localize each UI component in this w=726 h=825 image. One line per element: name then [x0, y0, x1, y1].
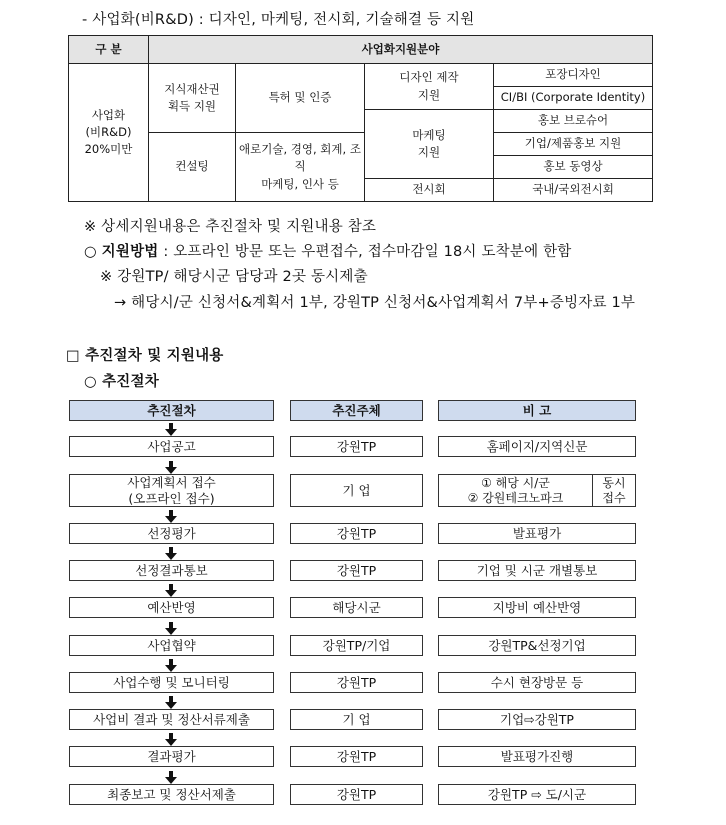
detail-note: ※ 상세지원내용은 추진절차 및 지원내용 참조	[84, 219, 377, 235]
product-promo-cell: 기업/제품홍보 지원	[494, 133, 653, 156]
flow-step: 사업비 결과 및 정산서류제출	[69, 709, 274, 730]
exhibition-cell: 전시회	[365, 179, 494, 202]
arrow-tip	[165, 739, 177, 746]
flow-step: 사업협약	[69, 635, 274, 656]
submit-note: ※ 강원TP/ 해당시군 담당과 2곳 동시제출	[100, 269, 368, 285]
header-field: 사업화지원분야	[149, 36, 653, 64]
header-category: 구 분	[69, 36, 149, 64]
method-label: 지원방법	[101, 244, 159, 260]
flow-actor: 기 업	[290, 709, 423, 730]
flow-header-step: 추진절차	[69, 400, 274, 421]
arrow-tip	[165, 467, 177, 474]
support-table	[68, 35, 653, 202]
flow-step: 선정결과통보	[69, 560, 274, 581]
down-arrow-icon	[165, 461, 177, 474]
method-text: : 오프라인 방문 또는 우편접수, 접수마감일 18시 도착분에 한함	[163, 244, 572, 260]
flow-remark-right: 동시 접수	[602, 476, 626, 505]
packaging-design-cell: 포장디자인	[494, 64, 653, 87]
brochure-cell: 홍보 브로슈어	[494, 110, 653, 133]
arrow-tip	[165, 516, 177, 523]
arrow-tip	[165, 590, 177, 597]
design-group-cell: 디자인 제작 지원	[365, 64, 494, 110]
flow-actor: 강원TP	[290, 523, 423, 544]
consulting-desc-cell: 애로기술, 경영, 회계, 조직 마케팅, 인사 등	[236, 133, 365, 202]
flow-remark-left: ① 해당 시/군 ② 강원테크노파크	[439, 475, 593, 506]
flow-remark: 수시 현장방문 등	[438, 672, 636, 693]
down-arrow-icon	[165, 733, 177, 746]
down-arrow-icon	[165, 584, 177, 597]
arrow-tip	[165, 553, 177, 560]
flow-step: 선정평가	[69, 523, 274, 544]
down-arrow-icon	[165, 659, 177, 672]
flow-actor: 강원TP	[290, 784, 423, 805]
flow-remark: 지방비 예산반영	[438, 597, 636, 618]
flow-actor: 강원TP	[290, 672, 423, 693]
exhibitions-cell: 국내/국외전시회	[494, 179, 653, 202]
flow-step: 결과평가	[69, 746, 274, 767]
flow-actor: 강원TP	[290, 746, 423, 767]
flow-actor: 강원TP	[290, 560, 423, 581]
flow-remark: 홈페이지/지역신문	[438, 436, 636, 457]
arrow-tip	[165, 777, 177, 784]
down-arrow-icon	[165, 423, 177, 436]
down-arrow-icon	[165, 622, 177, 635]
down-arrow-icon	[165, 696, 177, 709]
flow-remark: 기업⇨강원TP	[438, 709, 636, 730]
flow-remark: 발표평가	[438, 523, 636, 544]
flow-step: 사업공고	[69, 436, 274, 457]
patent-cell: 특허 및 인증	[236, 64, 365, 133]
flow-header-actor: 추진주체	[290, 400, 423, 421]
flow-remark: 기업 및 시군 개별통보	[438, 560, 636, 581]
flow-step: 사업계획서 접수 (오프라인 접수)	[69, 474, 274, 507]
marketing-group-cell: 마케팅 지원	[365, 110, 494, 179]
arrow-tip	[165, 702, 177, 709]
intro-line: - 사업화(비R&D) : 디자인, 마케팅, 전시회, 기술해결 등 지원	[82, 12, 475, 28]
down-arrow-icon	[165, 510, 177, 523]
submit-detail: → 해당시/군 신청서&계획서 1부, 강원TP 신청서&사업계획서 7부+증빙자료 1부	[114, 295, 636, 311]
arrow-tip	[165, 665, 177, 672]
flow-step: 사업수행 및 모니터링	[69, 672, 274, 693]
flow-step: 최종보고 및 정산서제출	[69, 784, 274, 805]
arrow-tip	[165, 429, 177, 436]
flow-actor: 해당시군	[290, 597, 423, 618]
flow-header-remark: 비 고	[438, 400, 636, 421]
consulting-cell: 컨설팅	[149, 133, 236, 202]
arrow-tip	[165, 628, 177, 635]
flow-remark: 강원TP ⇨ 도/시군	[438, 784, 636, 805]
flow-actor: 강원TP/기업	[290, 635, 423, 656]
method-line	[84, 240, 572, 261]
ip-support-cell: 지식재산권 획득 지원	[149, 64, 236, 133]
flow-step: 예산반영	[69, 597, 274, 618]
promo-video-cell: 홍보 동영상	[494, 156, 653, 179]
method-bullet: ○	[84, 244, 97, 260]
ci-bi-cell: CI/BI (Corporate Identity)	[494, 87, 653, 110]
flow-actor: 기 업	[290, 474, 423, 507]
flow-actor: 강원TP	[290, 436, 423, 457]
down-arrow-icon	[165, 771, 177, 784]
section-subtitle: ○ 추진절차	[84, 374, 159, 390]
row-label: 사업화 (비R&D) 20%미만	[69, 64, 149, 202]
section-title: □ 추진절차 및 지원내용	[66, 348, 224, 364]
down-arrow-icon	[165, 547, 177, 560]
flow-remark: 강원TP&선정기업	[438, 635, 636, 656]
flow-remark-split	[438, 474, 636, 507]
flow-remark: 발표평가진행	[438, 746, 636, 767]
